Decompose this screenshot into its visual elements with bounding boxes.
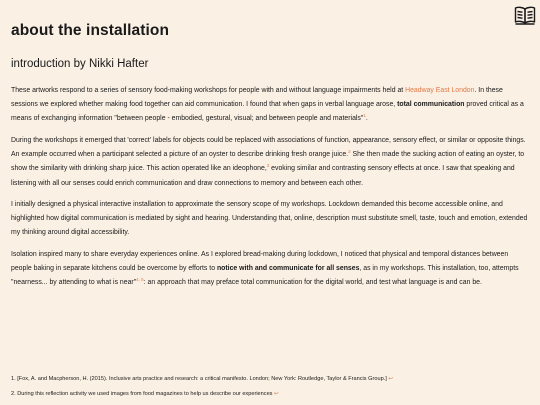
footnote-ref-4-5[interactable]: 4, 5	[136, 277, 144, 283]
footnote-text: 2. During this reflection activity we used images from food magazines to help us describe our experiences	[11, 391, 273, 397]
page-title: about the installation	[11, 22, 170, 39]
footnote-ref-2[interactable]: 2	[348, 149, 351, 155]
bold-phrase: notice with and communicate for all senses	[216, 265, 360, 273]
paragraph-text: evoking similar and contrasting sensory effects at once. I saw that speaking and listening with all our senses could enrich communication and draw connections to memory and between each other.	[11, 165, 515, 187]
paragraph-text: These artworks respond to a series of sensory food-making workshops for people with and without language impairments held at	[11, 87, 406, 94]
footnote-ref-1[interactable]: 1	[363, 113, 366, 119]
paragraph-text: She then made the sucking action of eating an oyster, to show the similarity with drinking sharp juice. This action operated like an ideophone,	[11, 151, 525, 173]
paragraph-3: I initially designed a physical interactive installation to approximate the sensory scope of my workshops. Lockdown demanded this become accessible online, and highlighted how digital communication is mediated by sight and hearing. Understanding that, online, description must substitute smell, taste, touch and emotion, extended my thinking around digital accessibility.	[11, 201, 528, 237]
paragraph-1	[11, 84, 529, 127]
article-body	[11, 84, 529, 298]
footnote-back-link[interactable]: ↩	[274, 391, 279, 397]
paragraph-4	[11, 248, 529, 291]
footnote-2	[11, 390, 279, 398]
footnote-1	[11, 375, 393, 383]
paragraph-text: : an approach that may preface total communication for the digital world, and test what language is and can be.	[143, 279, 482, 287]
paragraph-text: During the workshops it emerged that 'correct' labels for objects could be replaced with associations of function, appearance, sensory effect, or similar or opposite things. An example occurred when a participant selected a picture of an oyster to describe drinking fresh orange juice.	[11, 136, 526, 159]
paragraph-text: proved critical as a means of exchanging information "between people - embodied, gestural, visual; and between people and materials"	[11, 101, 524, 123]
paragraph-text: .	[365, 115, 368, 123]
footnote-text: 1. [Fox, A. and Macpherson, H. (2015). Inclusive arts practice and research: a critical manifesto. London; New York: Routledge, Taylor & Francis Group.]	[11, 376, 387, 382]
open-book-icon[interactable]	[514, 4, 536, 26]
bold-phrase: total communication	[397, 101, 465, 109]
paragraph-text: Isolation inspired many to share everyday experiences online. As I explored bread-making during lockdown, I noticed that physical and temporal distances between people baking in separate kitchens could be overcome by efforts to	[11, 250, 509, 273]
footnote-back-link[interactable]: ↩	[388, 376, 394, 382]
paragraph-text: . In these sessions we explored whether making food together can aid communication. I found that when gaps in verbal language arose,	[11, 87, 503, 109]
paragraph-2	[11, 134, 529, 191]
page-subtitle: introduction by Nikki Hafter	[11, 58, 149, 70]
paragraph-text: , as in my workshops. This installation, too, attempts "nearness... by attending to what is near"	[11, 265, 519, 287]
headway-link[interactable]: Headway East London	[405, 87, 475, 94]
footnote-ref-3[interactable]: 3	[266, 163, 270, 169]
